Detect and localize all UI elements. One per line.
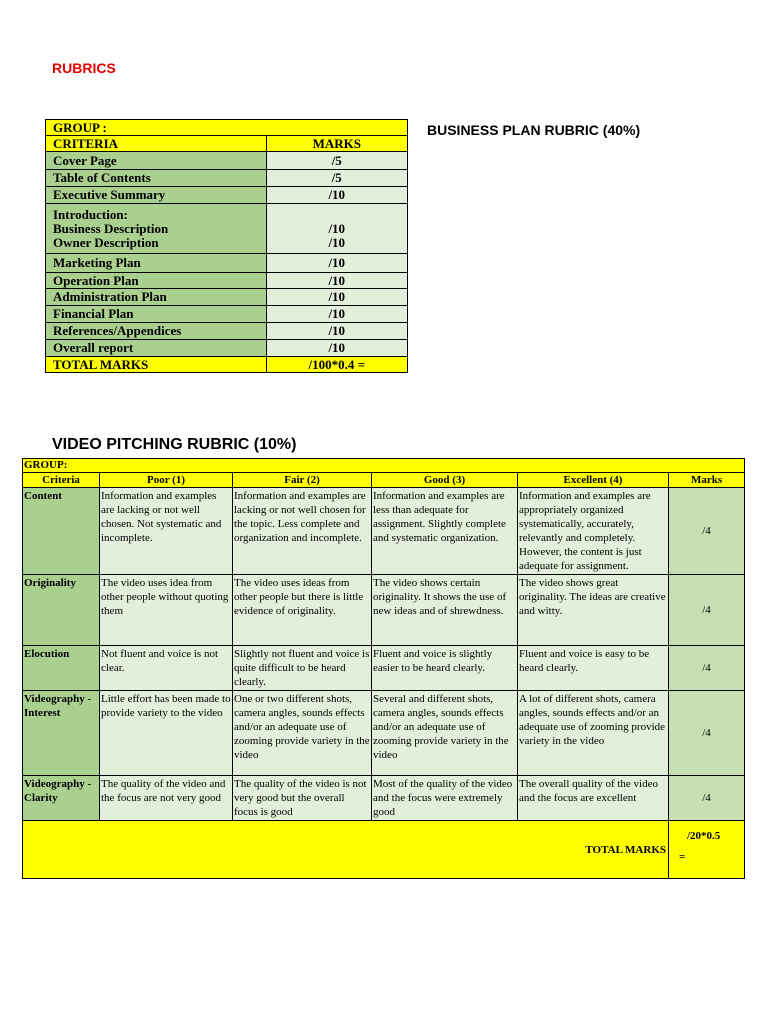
header-good: Good (3) — [372, 473, 518, 488]
total-marks-value: /100*0.4 = — [266, 357, 407, 373]
good-descriptor: Information and examples are less than adequate for assignment. Slightly complete and systematic organization. — [372, 488, 518, 575]
marks-cell-introduction — [266, 204, 407, 254]
good-descriptor: The video shows certain originality. It shows the use of new ideas and of shrewdness. — [372, 575, 518, 646]
good-descriptor: Most of the quality of the video and the focus were extremely good — [372, 776, 518, 821]
marks-cell: /10 — [266, 289, 407, 306]
header-poor: Poor (1) — [100, 473, 233, 488]
poor-descriptor: Little effort has been made to provide variety to the video — [100, 691, 233, 776]
excellent-descriptor: The overall quality of the video and the focus are excellent — [518, 776, 669, 821]
good-descriptor: Several and different shots, camera angles, sounds effects and/or an adequate use of zooming provide variety in the video — [372, 691, 518, 776]
criteria-header: CRITERIA — [46, 136, 267, 152]
poor-descriptor: The quality of the video and the focus are not very good — [100, 776, 233, 821]
excellent-descriptor: Information and examples are appropriately organized systematically, accurately, relevantly and completely. However, the content is just adequate for assignment. — [518, 488, 669, 575]
video-pitching-table — [22, 458, 745, 879]
header-criteria: Criteria — [23, 473, 100, 488]
fair-descriptor: Slightly not fluent and voice is quite difficult to be heard clearly. — [233, 646, 372, 691]
excellent-descriptor: A lot of different shots, camera angles, sounds effects and/or an adequate use of zooming provide variety in the video — [518, 691, 669, 776]
marks-header: MARKS — [266, 136, 407, 152]
total-marks-label: TOTAL MARKS — [46, 357, 267, 373]
criteria-cell: Executive Summary — [46, 187, 267, 204]
row-marks: /4 — [669, 488, 745, 575]
criteria-cell: Overall report — [46, 340, 267, 357]
row-criteria: Originality — [23, 575, 100, 646]
criteria-cell: References/Appendices — [46, 323, 267, 340]
criteria-line: Introduction: — [53, 206, 128, 222]
total-marks-label: TOTAL MARKS — [23, 821, 669, 879]
row-criteria: Videography - Interest — [23, 691, 100, 776]
total-marks-value — [669, 821, 745, 879]
fair-descriptor: One or two different shots, camera angles, sounds effects and/or an adequate use of zooming provide variety in the video — [233, 691, 372, 776]
poor-descriptor: The video uses idea from other people without quoting them — [100, 575, 233, 646]
business-plan-title: BUSINESS PLAN RUBRIC (40%) — [427, 122, 641, 138]
marks-cell: /10 — [266, 187, 407, 204]
marks-cell: /5 — [266, 170, 407, 187]
marks-line: /10 — [328, 220, 346, 236]
poor-descriptor: Information and examples are lacking or not well chosen. Not systematic and incomplete. — [100, 488, 233, 575]
marks-cell: /10 — [266, 340, 407, 357]
marks-line: /10 — [328, 234, 346, 250]
group-label: GROUP : — [46, 120, 408, 136]
excellent-descriptor: Fluent and voice is easy to be heard clearly. — [518, 646, 669, 691]
fair-descriptor: The quality of the video is not very good but the overall focus is good — [233, 776, 372, 821]
criteria-cell: Operation Plan — [46, 273, 267, 289]
good-descriptor: Fluent and voice is slightly easier to be heard clearly. — [372, 646, 518, 691]
criteria-line: Owner Description — [53, 234, 159, 250]
row-criteria: Content — [23, 488, 100, 575]
group-label: GROUP: — [23, 459, 745, 473]
fair-descriptor: The video uses ideas from other people but there is little evidence of originality. — [233, 575, 372, 646]
criteria-cell: Cover Page — [46, 152, 267, 170]
row-marks: /4 — [669, 691, 745, 776]
row-criteria: Videography - Clarity — [23, 776, 100, 821]
criteria-line: Business Description — [53, 220, 169, 236]
fair-descriptor: Information and examples are lacking or not well chosen for the topic. Less complete and organization and incomplete. — [233, 488, 372, 575]
row-marks: /4 — [669, 575, 745, 646]
header-fair: Fair (2) — [233, 473, 372, 488]
total-marks-equals: = — [679, 851, 686, 863]
total-marks-formula: /20*0.5 — [687, 830, 721, 842]
marks-line — [267, 208, 407, 222]
row-marks: /4 — [669, 776, 745, 821]
header-excellent: Excellent (4) — [518, 473, 669, 488]
criteria-cell: Table of Contents — [46, 170, 267, 187]
poor-descriptor: Not fluent and voice is not clear. — [100, 646, 233, 691]
marks-cell: /10 — [266, 323, 407, 340]
marks-cell: /5 — [266, 152, 407, 170]
row-criteria: Elocution — [23, 646, 100, 691]
row-marks: /4 — [669, 646, 745, 691]
business-plan-table — [45, 119, 408, 373]
header-marks: Marks — [669, 473, 745, 488]
marks-cell: /10 — [266, 254, 407, 273]
excellent-descriptor: The video shows great originality. The ideas are creative and witty. — [518, 575, 669, 646]
criteria-cell: Administration Plan — [46, 289, 267, 306]
video-pitching-title: VIDEO PITCHING RUBRIC (10%) — [52, 436, 297, 453]
criteria-cell: Financial Plan — [46, 306, 267, 323]
marks-cell: /10 — [266, 306, 407, 323]
criteria-cell: Marketing Plan — [46, 254, 267, 273]
criteria-cell-introduction — [46, 204, 267, 254]
rubrics-heading: RUBRICS — [52, 60, 116, 76]
marks-cell: /10 — [266, 273, 407, 289]
